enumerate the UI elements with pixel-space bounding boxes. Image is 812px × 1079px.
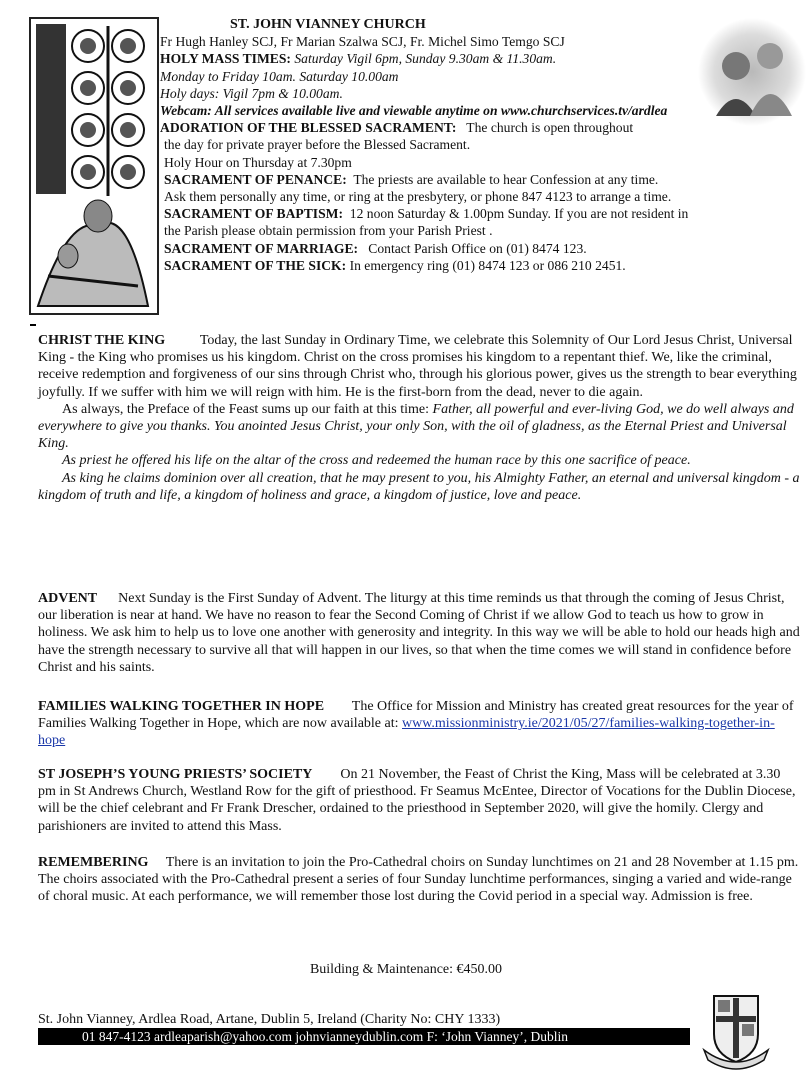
baptism-text: 12 noon Saturday & 1.00pm Sunday. If you are not resident in <box>349 206 689 222</box>
adoration-label: ADORATION OF THE BLESSED SACRAMENT: <box>160 120 457 136</box>
footer-contact-bar: 01 847-4123 ardleaparish@yahoo.com johnvianneydublin.com F: ‘John Vianney’, Dublin <box>38 1028 690 1045</box>
webcam-notice: Webcam: All services available live and viewable anytime on www.churchservices.tv/ardlea <box>160 103 668 119</box>
holydays-mass: Holy days: Vigil 7pm & 10.00am. <box>160 85 343 101</box>
marriage-label: SACRAMENT OF MARRIAGE: <box>164 240 359 256</box>
section-heading: FAMILIES WALKING TOGETHER IN HOPE <box>38 699 325 714</box>
paragraph-italic: Father, all powerful and ever-living God, we do well always and everywhere to give you thanks. You anointed Jesus Christ, your only Son, with the oil of gladness, as the Eternal Priest and Universal King. <box>38 401 794 452</box>
section-heading: REMEMBERING <box>38 855 149 870</box>
paragraph: The Office for Mission and Ministry has created great resources for the year of Families Walking Together in Hope, which are now available at: <box>38 699 794 732</box>
section-christ-the-king <box>38 332 800 504</box>
paragraph: There is an invitation to join the Pro-Cathedral choirs on Sunday lunchtimes on 21 and 28 November at 1.15 pm. The choirs associated with the Pro-Cathedral present a series of four Sunday lunchtime performances, singing a varied and wide-range of choral music. At each performance, we will remember those lost during the Covid period in a special way. Admission is free. <box>38 855 799 905</box>
adoration-text-2: the day for private prayer before the Blessed Sacrament. <box>164 137 471 153</box>
section-st-joseph <box>38 766 800 835</box>
holy-hour: Holy Hour on Thursday at 7.30pm <box>164 154 352 170</box>
stained-glass-illustration <box>28 16 160 316</box>
paragraph: As always, the Preface of the Feast sums up our faith at this time: <box>62 401 433 417</box>
section-heading: ST JOSEPH’S YOUNG PRIESTS’ SOCIETY <box>38 767 313 782</box>
baptism-text-2: the Parish please obtain permission from your Parish Priest . <box>164 223 493 239</box>
building-maintenance: Building & Maintenance: €450.00 <box>309 962 503 977</box>
mass-times-text: Saturday Vigil 6pm, Sunday 9.30am & 11.30am. <box>294 51 557 67</box>
section-families <box>38 698 800 750</box>
sick-text: In emergency ring (01) 8474 123 or 086 210 2451. <box>349 257 626 273</box>
parish-crest-image <box>700 990 772 1070</box>
adoration-text: The church is open throughout <box>466 120 634 136</box>
baptism-label: SACRAMENT OF BAPTISM: <box>164 206 343 222</box>
paragraph: Next Sunday is the First Sunday of Advent. The liturgy at this time reminds us that through the coming of Jesus Christ, our liberation is near at hand. We have no reason to fear the Second Coming of Christ if we allow God to teach us how to grow in holiness. We ask him to help us to love one another with generosity and integrity. In this way we will be able to hold our heads high and have the strength necessary to survive all that will happen in our lives, so that when the time comes we will stand in confidence before Christ and his saints. <box>38 591 800 675</box>
families-link[interactable]: www.missionministry.ie/2021/05/27/families-walking-together-in-hope <box>38 716 775 749</box>
section-heading: CHRIST THE KING <box>38 333 166 348</box>
penance-text-2: Ask them personally any time, or ring at the presbytery, or phone 847 4123 to arrange a time. <box>164 189 672 205</box>
penance-label: SACRAMENT OF PENANCE: <box>164 171 347 187</box>
paragraph: Today, the last Sunday in Ordinary Time, we celebrate this Solemnity of Our Lord Jesus Christ, Universal King - the King who promises us his kingdom. Christ on the cross promises his kingdom to a repentant thief. We, like the criminal, receive redemption and forgiveness of our sins through Christ who, through his glorious power, gives us the strength to bear everything joyfully. If we suffer with him we will reign with him. He is the first-born from the dead, never to die again. <box>38 333 797 400</box>
paragraph: On 21 November, the Feast of Christ the King, Mass will be celebrated at 3.30 pm in St Andrews Church, Westland Row for the gift of priesthood. Fr Seamus McEntee, Director of Vocations for the Dublin Diocese, will be the chief celebrant and Fr Frank Drescher, ordained to the priesthood in September 2020, will give the homily. Clergy and parishioners are invited to attend this Mass. <box>38 767 796 834</box>
footer-address: St. John Vianney, Ardlea Road, Artane, Dublin 5, Ireland (Charity No: CHY 1333) <box>38 1012 501 1027</box>
penance-text: The priests are available to hear Confession at any time. <box>353 171 659 187</box>
marriage-text: Contact Parish Office on (01) 8474 123. <box>368 240 587 256</box>
priests-list: Fr Hugh Hanley SCJ, Fr Marian Szalwa SCJ, Fr. Michel Simo Temgo SCJ <box>160 34 565 50</box>
paragraph-italic: As king he claims dominion over all creation, that he may present to you, his Almighty Father, an eternal and universal kingdom - a kingdom of truth and life, a kingdom of holiness and grace, a kingdom of justice, love and peace. <box>38 470 800 503</box>
section-heading: ADVENT <box>38 591 98 606</box>
weekday-mass: Monday to Friday 10am. Saturday 10.00am <box>160 68 399 84</box>
sick-label: SACRAMENT OF THE SICK: <box>164 257 347 273</box>
parish-header <box>160 16 810 274</box>
church-name: ST. JOHN VIANNEY CHURCH <box>230 17 426 32</box>
paragraph-italic: As priest he offered his life on the altar of the cross and redeemed the human race by this one sacrifice of peace. <box>62 453 691 469</box>
section-remembering <box>38 854 800 906</box>
mass-times-label: HOLY MASS TIMES: <box>160 51 291 67</box>
divider <box>30 324 36 326</box>
section-advent <box>38 590 800 676</box>
